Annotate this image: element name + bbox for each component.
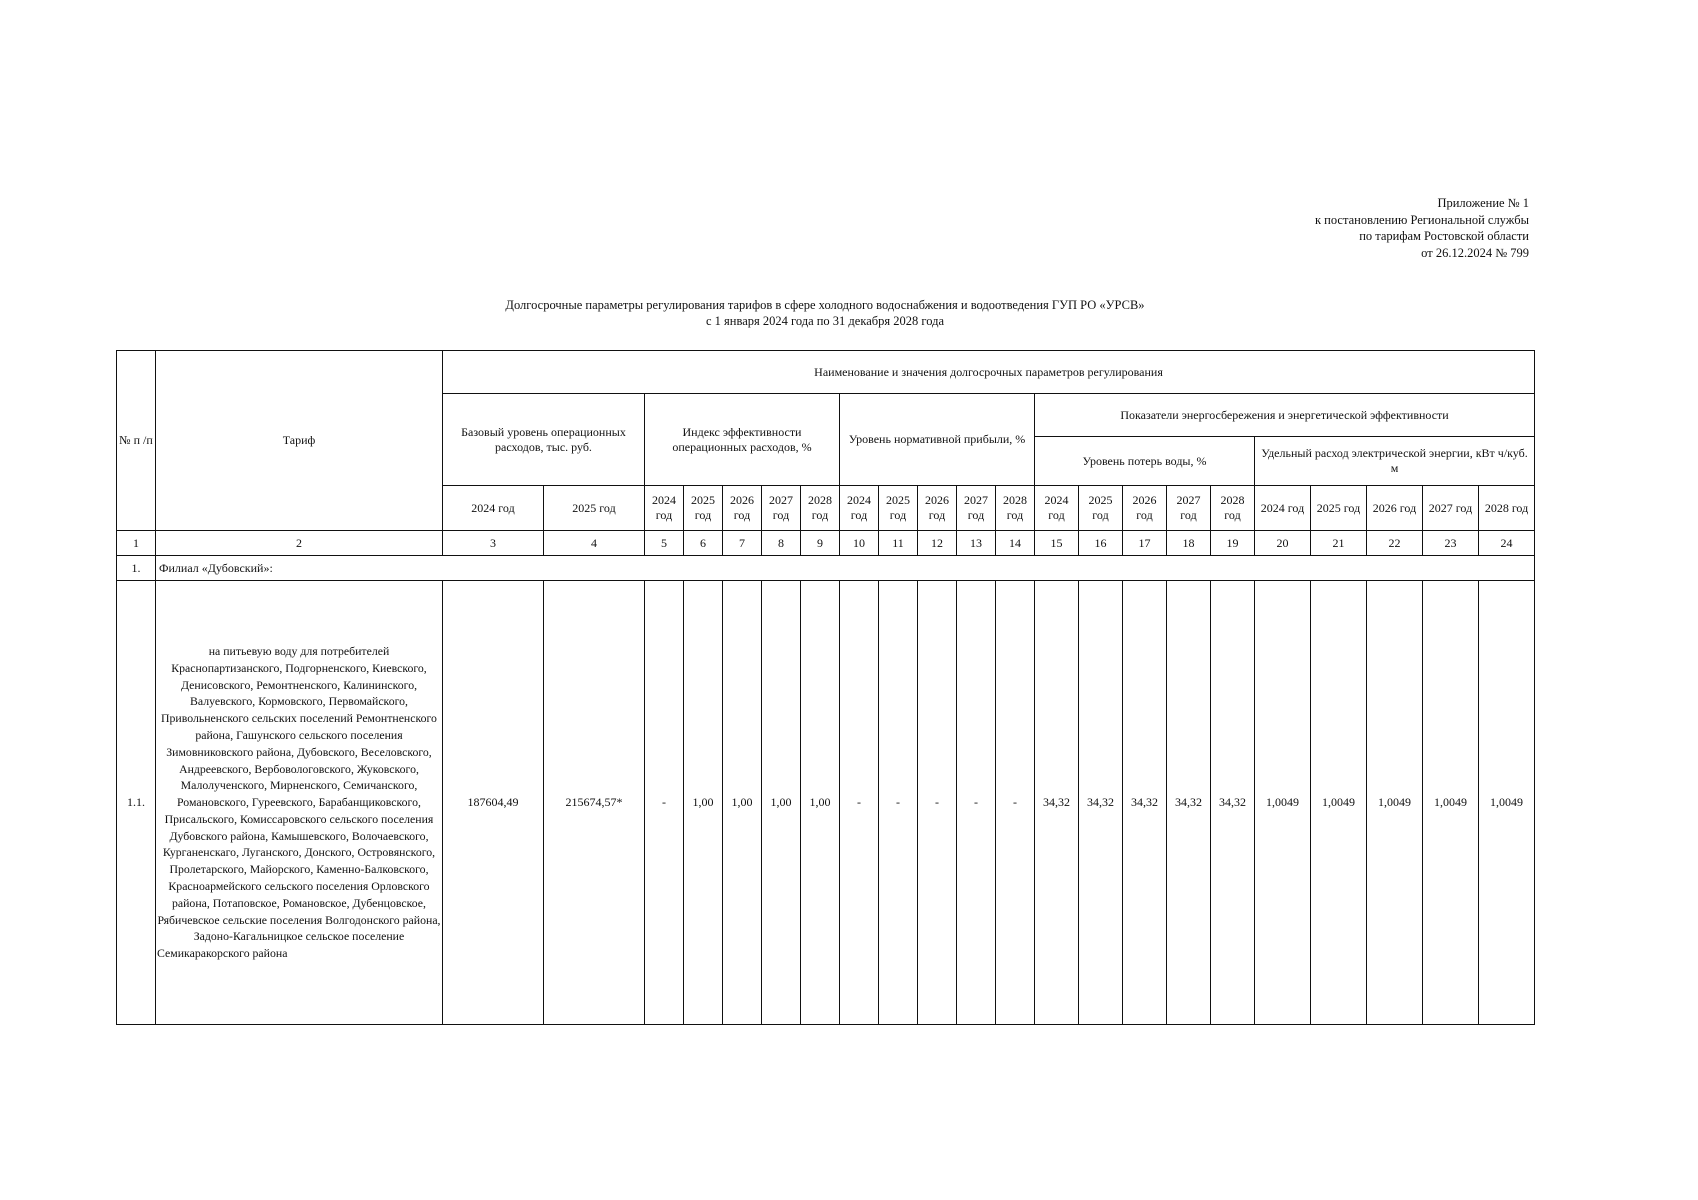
column-number: 8: [762, 531, 801, 556]
column-number: 16: [1079, 531, 1123, 556]
water-loss-value: 34,32: [1123, 581, 1167, 1025]
column-number: 18: [1167, 531, 1211, 556]
year-header: 2025 год: [544, 486, 645, 531]
water-loss-value: 34,32: [1211, 581, 1255, 1025]
power-value: 1,0049: [1255, 581, 1311, 1025]
section-number: 1.: [117, 556, 156, 581]
appendix-line: по тарифам Ростовской области: [1359, 229, 1529, 243]
column-number: 24: [1479, 531, 1535, 556]
column-number: 5: [645, 531, 684, 556]
column-number-row: [117, 531, 1535, 556]
tariff-description: на питьевую воду для потребителей Краснопартизанского, Подгорненского, Киевского, Денисовского, Ремонтненского, Калининского, Валуевского, Кормовского, Первомайского, Привольненского сельских поселений Ремонтненского района, Гашунского сельского поселения Зимовниковского района, Дубовского, Веселовского, Андреевского, Вербовологовского, Жуковского, Малолученского, Мирненского, Семичанского, Романовского, Гуреевского, Барабанщиковского, Присальского, Комиссаровского сельского поселения Дубовского района, Камышевского, Волочаевского, Курганенскаго, Луганского, Донского, Островянского, Пролетарского, Майорского, Каменно-Балковского, Красноармейского сельского поселения Орловского района, Потаповское, Романовское, Дубенцовское, Рябичевское сельские поселения Волгодонского района, Задоно-Кагальницкое сельское поселение Семикаракорского района: [156, 581, 443, 1025]
index-value: 1,00: [762, 581, 801, 1025]
power-value: 1,0049: [1479, 581, 1535, 1025]
index-value: 1,00: [723, 581, 762, 1025]
year-header: 2024 год: [840, 486, 879, 531]
column-number: 21: [1311, 531, 1367, 556]
profit-value: -: [996, 581, 1035, 1025]
column-number: 23: [1423, 531, 1479, 556]
base-cost-value: 187604,49: [443, 581, 544, 1025]
appendix-line: Приложение № 1: [1437, 196, 1529, 210]
column-number: 6: [684, 531, 723, 556]
column-number: 19: [1211, 531, 1255, 556]
year-header: 2027 год: [1423, 486, 1479, 531]
column-number: 12: [918, 531, 957, 556]
base-cost-value: 215674,57*: [544, 581, 645, 1025]
profit-value: -: [918, 581, 957, 1025]
year-header: 2028 год: [1479, 486, 1535, 531]
column-number: 1: [117, 531, 156, 556]
year-header: 2026 год: [723, 486, 762, 531]
parameters-table: [116, 350, 1535, 1025]
column-number: 14: [996, 531, 1035, 556]
column-number: 22: [1367, 531, 1423, 556]
year-header: 2027 год: [957, 486, 996, 531]
profit-value: -: [879, 581, 918, 1025]
column-number: 2: [156, 531, 443, 556]
column-number: 10: [840, 531, 879, 556]
header-power-consumption: Удельный расход электрической энергии, кВт ч/куб. м: [1255, 437, 1535, 486]
year-header: 2026 год: [918, 486, 957, 531]
column-number: 3: [443, 531, 544, 556]
section-row: [117, 556, 1535, 581]
column-number: 13: [957, 531, 996, 556]
document-title: [0, 297, 1650, 329]
year-header: 2028 год: [801, 486, 840, 531]
header-water-losses: Уровень потерь воды, %: [1035, 437, 1255, 486]
column-number: 7: [723, 531, 762, 556]
year-header: 2026 год: [1367, 486, 1423, 531]
column-number: 4: [544, 531, 645, 556]
header-base-costs: Базовый уровень операционных расходов, тыс. руб.: [443, 394, 645, 486]
power-value: 1,0049: [1423, 581, 1479, 1025]
year-header: 2025 год: [1079, 486, 1123, 531]
year-header: 2024 год: [443, 486, 544, 531]
title-line-2: с 1 января 2024 года по 31 декабря 2028 года: [705, 314, 944, 328]
header-params: Наименование и значения долгосрочных параметров регулирования: [443, 351, 1535, 394]
year-header: 2025 год: [1311, 486, 1367, 531]
year-header: 2027 год: [762, 486, 801, 531]
column-number: 9: [801, 531, 840, 556]
row-number: 1.1.: [117, 581, 156, 1025]
power-value: 1,0049: [1367, 581, 1423, 1025]
index-value: 1,00: [684, 581, 723, 1025]
water-loss-value: 34,32: [1167, 581, 1211, 1025]
year-header: 2025 год: [879, 486, 918, 531]
profit-value: -: [840, 581, 879, 1025]
year-header: 2024 год: [1255, 486, 1311, 531]
appendix-line: от 26.12.2024 № 799: [1421, 245, 1529, 260]
water-loss-value: 34,32: [1035, 581, 1079, 1025]
column-number: 15: [1035, 531, 1079, 556]
year-header: 2027 год: [1167, 486, 1211, 531]
column-number: 20: [1255, 531, 1311, 556]
index-value: -: [645, 581, 684, 1025]
year-header: 2028 год: [996, 486, 1035, 531]
header-profit-level: Уровень нормативной прибыли, %: [840, 394, 1035, 486]
year-header: 2025 год: [684, 486, 723, 531]
profit-value: -: [957, 581, 996, 1025]
column-number: 11: [879, 531, 918, 556]
appendix-block: [1315, 195, 1529, 261]
year-header: 2026 год: [1123, 486, 1167, 531]
header-efficiency-index: Индекс эффективности операционных расходов, %: [645, 394, 840, 486]
header-number: № п /п: [117, 351, 156, 531]
column-number: 17: [1123, 531, 1167, 556]
power-value: 1,0049: [1311, 581, 1367, 1025]
header-energy: Показатели энергосбережения и энергетической эффективности: [1035, 394, 1535, 437]
year-header: 2024 год: [645, 486, 684, 531]
year-header: 2024 год: [1035, 486, 1079, 531]
table-row: [117, 581, 1535, 1025]
appendix-line: к постановлению Региональной службы: [1314, 212, 1529, 227]
index-value: 1,00: [801, 581, 840, 1025]
year-header: 2028 год: [1211, 486, 1255, 531]
title-line-1: Долгосрочные параметры регулирования тарифов в сфере холодного водоснабжения и водоотведения ГУП РО «УРСВ»: [505, 298, 1145, 312]
header-tariff: Тариф: [156, 351, 443, 531]
water-loss-value: 34,32: [1079, 581, 1123, 1025]
section-title: Филиал «Дубовский»:: [156, 556, 1535, 581]
